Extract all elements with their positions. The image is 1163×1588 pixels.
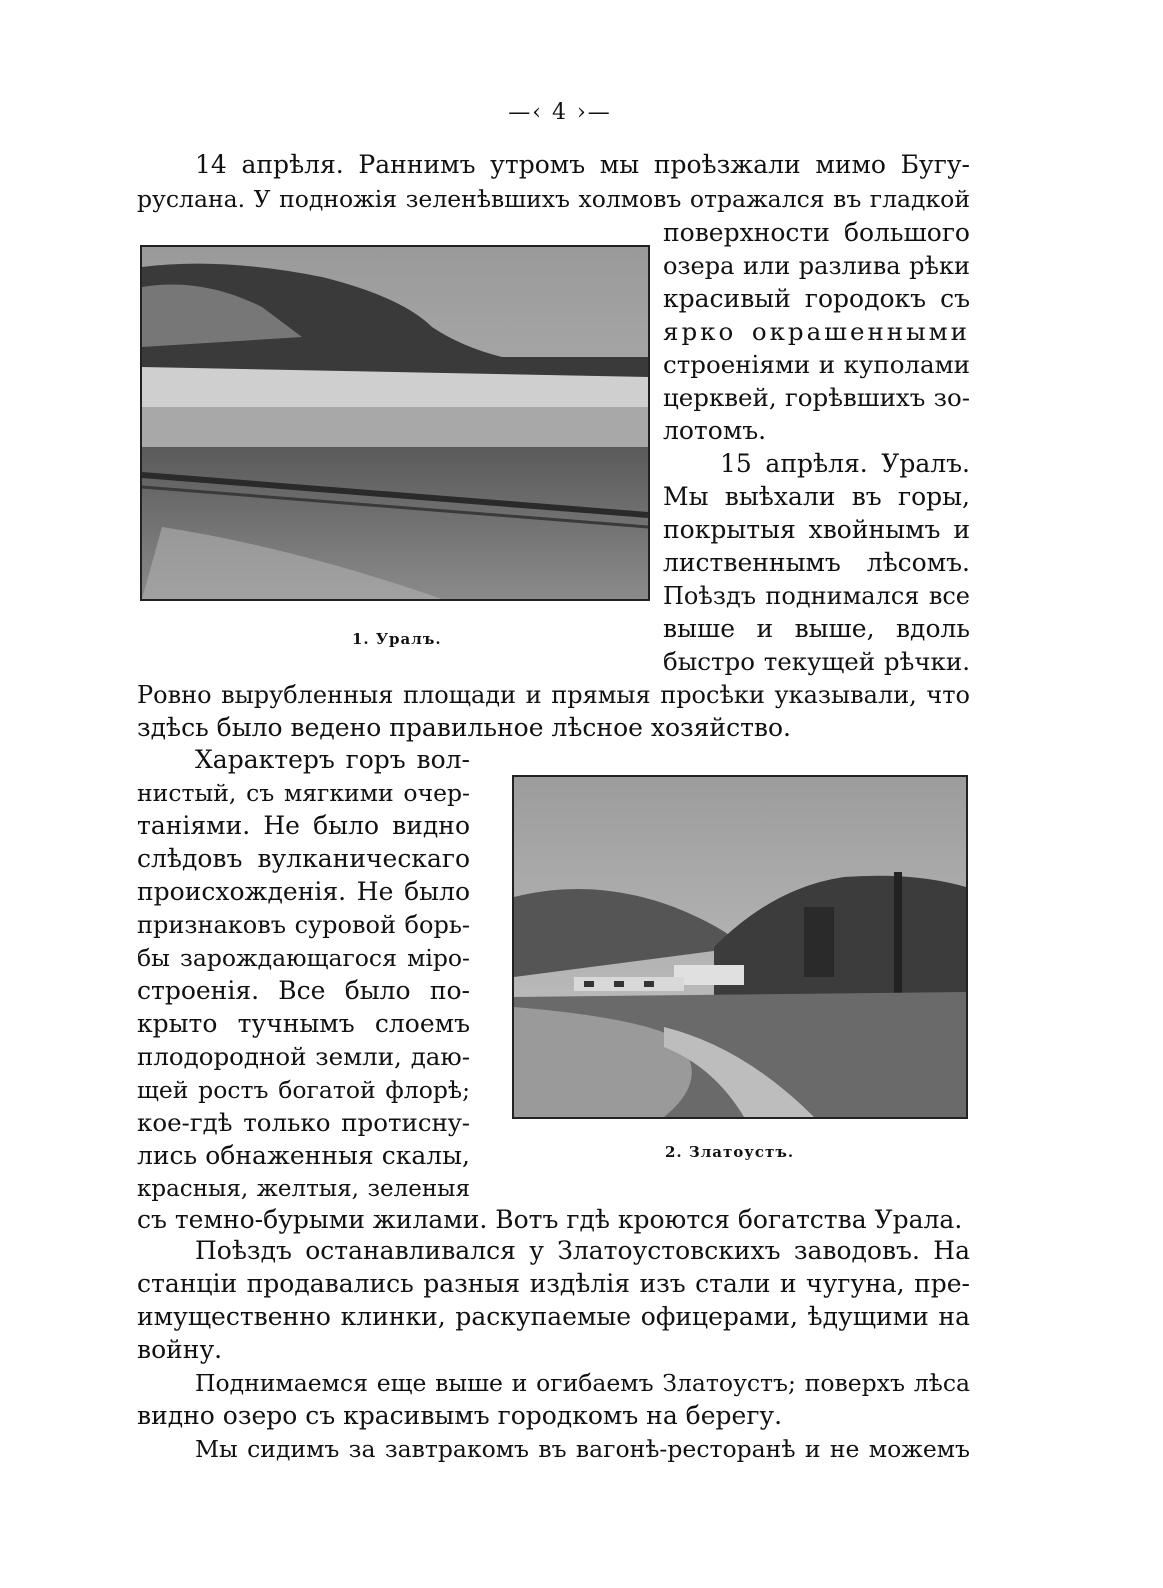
page-number: —‹ 4 ›—: [508, 100, 612, 125]
text-line: войну.: [137, 1335, 223, 1364]
caption-fig2: 2. Златоустъ.: [665, 1143, 795, 1161]
caption-fig1: 1. Уралъ.: [352, 630, 442, 648]
text-line: красивый городокъ съ: [663, 284, 970, 313]
text-line: Поѣздъ останавливался у Златоустовскихъ заводовъ. На: [195, 1236, 970, 1265]
text-line: нистый, съ мягкими очер-: [137, 779, 470, 807]
text-line: поверхности большого: [663, 218, 970, 247]
text-line: лотомъ.: [663, 416, 767, 445]
text-line: лись обнаженныя скалы,: [137, 1141, 470, 1170]
text-line: съ темно-бурыми жилами. Вотъ гдѣ кроются богатства Урала.: [137, 1205, 963, 1234]
photo-zlatoust-image: [514, 777, 966, 1117]
text-line: слѣдовъ вулканическаго: [137, 844, 470, 873]
text-line: лиственнымъ лѣсомъ.: [663, 548, 970, 577]
text-line: строенія. Все было по-: [137, 976, 470, 1005]
text-line: руслана. У подножія зеленѣвшихъ холмовъ отражался въ гладкой: [137, 185, 970, 213]
text-line: крыто тучнымъ слоемъ: [137, 1009, 470, 1038]
text-line: имущественно клинки, раскупаемые офицерами, ѣдущими на: [137, 1302, 970, 1331]
text-line: 14 апрѣля. Раннимъ утромъ мы проѣзжали мимо Бугу-: [195, 150, 970, 179]
text-line: признаковъ суровой борь-: [137, 911, 470, 939]
text-line: таніями. Не было видно: [137, 811, 470, 840]
text-line: происхожденія. Не было: [137, 877, 470, 906]
text-line: Мы выѣхали въ горы,: [663, 482, 970, 511]
text-line: покрытыя хвойнымъ и: [663, 515, 970, 544]
text-line: выше и выше, вдоль: [663, 614, 970, 643]
text-line: кое-гдѣ только протиснy-: [137, 1108, 470, 1137]
text-line: плодородной земли, даю-: [137, 1042, 470, 1071]
text-line: ярко окрашенными: [663, 317, 970, 346]
text-line: Поѣздъ поднимался все: [663, 582, 970, 610]
text-line: бы зарождающагося міро-: [137, 944, 470, 972]
text-line: 15 апрѣля. Уралъ.: [720, 449, 970, 478]
photo-ural-image: [142, 247, 648, 599]
text-line: Характеръ горъ вол-: [195, 745, 470, 774]
text-line: озера или разлива рѣки: [663, 252, 970, 280]
text-line: Поднимаемся еще выше и огибаемъ Златоустъ; поверхъ лѣса: [195, 1369, 970, 1397]
text-line: здѣсь было ведено правильное лѣсное хозяйство.: [137, 713, 792, 742]
text-line: церквей, горѣвшихъ зо-: [663, 383, 970, 412]
photo-zlatoust: [512, 775, 968, 1119]
text-line: видно озеро съ красивымъ городкомъ на берегу.: [137, 1401, 783, 1430]
text-line: щей ростъ богатой флорѣ;: [137, 1076, 470, 1104]
text-line: быстро текущей рѣчки.: [663, 647, 970, 676]
photo-ural: [140, 245, 650, 601]
text-line: строеніями и куполами: [663, 350, 970, 379]
text-line: красныя, желтыя, зеленыя: [137, 1176, 470, 1202]
text-line: Мы сидимъ за завтракомъ въ вагонѣ-ресторанѣ и не можемъ: [195, 1435, 970, 1463]
text-line: станціи продавались разныя издѣлія изъ стали и чугуна, пре-: [137, 1269, 970, 1298]
text-line: Ровно вырубленныя площади и прямыя просѣки указывали, что: [137, 681, 970, 709]
